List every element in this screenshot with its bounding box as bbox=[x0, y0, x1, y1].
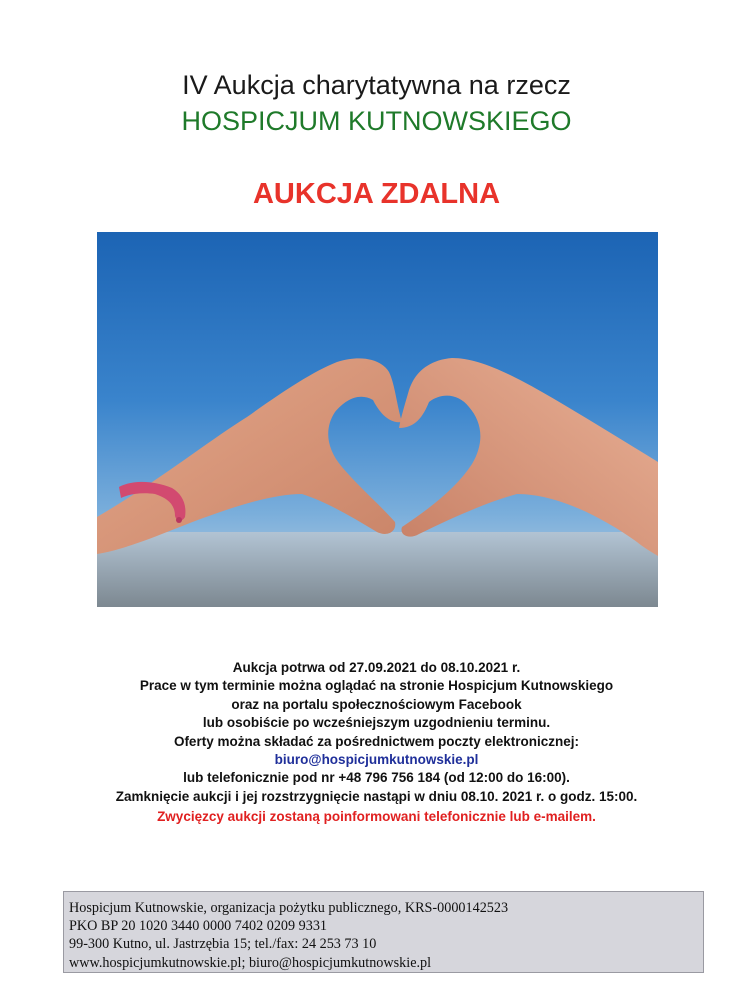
footer-contact-box bbox=[63, 891, 704, 973]
info-line: lub osobiście po wcześniejszym uzgodnieniu terminu. bbox=[202, 715, 551, 731]
title-line-1: IV Aukcja charytatywna na rzecz bbox=[182, 70, 571, 100]
subtitle: AUKCJA ZDALNA bbox=[252, 178, 501, 210]
footer-line: www.hospicjumkutnowskie.pl; biuro@hospicjumkutnowskie.pl bbox=[69, 954, 432, 971]
info-line: oraz na portalu społecznościowym Facebook bbox=[231, 696, 522, 712]
email-link[interactable]: biuro@hospicjumkutnowskie.pl bbox=[274, 752, 479, 768]
title-line-2: HOSPICJUM KUTNOWSKIEGO bbox=[181, 106, 572, 136]
info-line: Oferty można składać za pośrednictwem poczty elektronicznej: bbox=[173, 733, 580, 749]
heart-hands-photo bbox=[97, 232, 658, 607]
winner-notice: Zwycięzcy aukcji zostaną poinformowani telefonicznie lub e-mailem. bbox=[157, 809, 596, 824]
info-line: Prace w tym terminie można oglądać na stronie Hospicjum Kutnowskiego bbox=[139, 678, 614, 694]
auction-info bbox=[0, 659, 753, 806]
footer-line: 99-300 Kutno, ul. Jastrzębia 15; tel./fax: 24 253 73 10 bbox=[69, 936, 377, 953]
info-line: lub telefonicznie pod nr +48 796 756 184 (od 12:00 do 16:00). bbox=[183, 770, 570, 786]
info-line: Aukcja potrwa od 27.09.2021 do 08.10.2021 r. bbox=[232, 660, 521, 675]
info-line: Zamknięcie aukcji i jej rozstrzygnięcie nastąpi w dniu 08.10. 2021 r. o godz. 15:00. bbox=[115, 788, 638, 804]
footer-line: Hospicjum Kutnowskie, organizacja pożytku publicznego, KRS-0000142523 bbox=[69, 900, 509, 916]
footer-line: PKO BP 20 1020 3440 0000 7402 0209 9331 bbox=[69, 918, 328, 935]
